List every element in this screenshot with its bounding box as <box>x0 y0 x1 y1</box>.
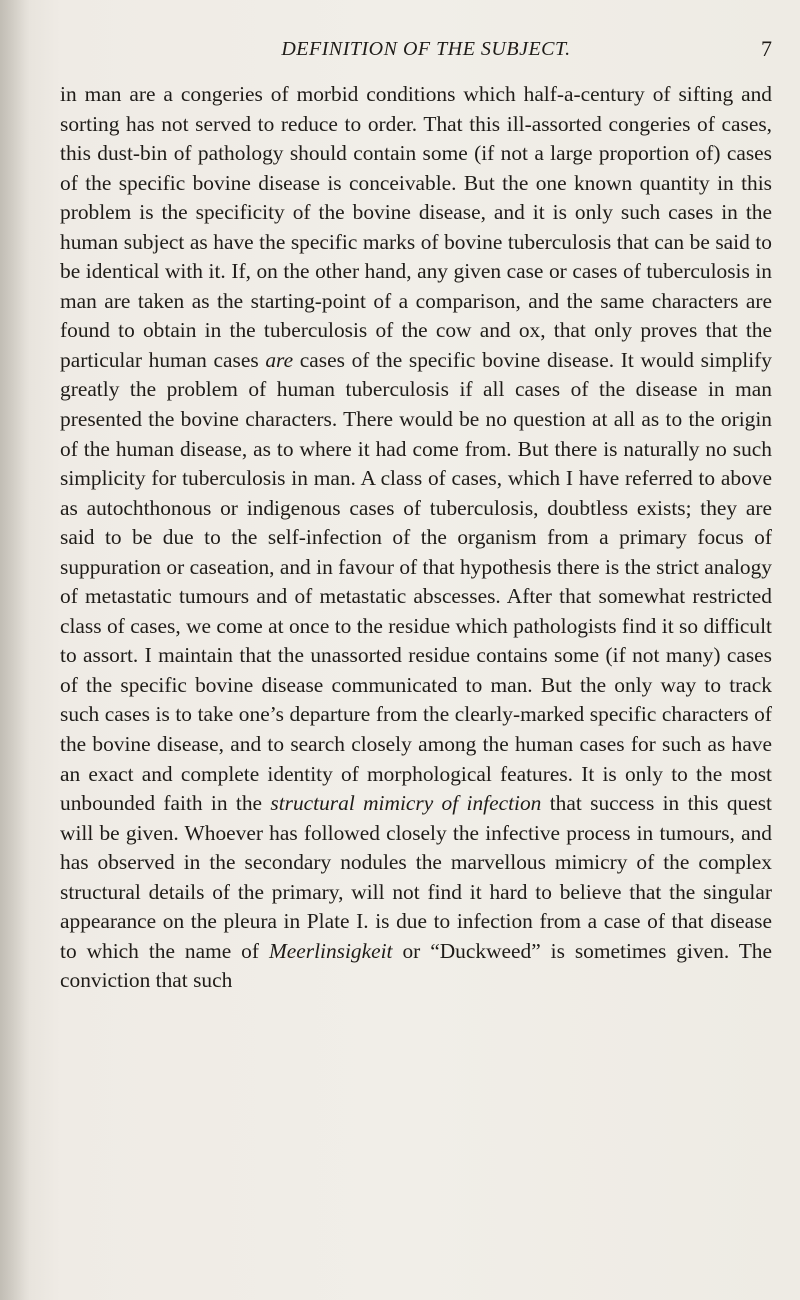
running-head: DEFINITION OF THE SUBJECT. <box>281 38 571 60</box>
emphasis-structural-mimicry: structural mimicry of infection <box>270 791 542 816</box>
page-header <box>60 38 772 68</box>
text-segment: that success in this quest will be given. Whoever has followed closely the infective process in tumours, and has observed in the secondary nodules the marvellous mimicry of the complex structural details of the primary, will not find it hard to believe that the singular appearance on the pleura in Plate I. is due to infection from a case of that disease to which the name of <box>60 791 772 963</box>
binding-shadow <box>0 0 30 1300</box>
text-segment: in man are a congeries of morbid conditions which half-a-century of sifting and sorting has not served to reduce to order. That this ill-assorted congeries of cases, this dust-bin of pathology should contain some (if not a large proportion of) cases of the specific bovine disease is conceivable. But the one known quantity in this problem is the specificity of the bovine disease, and it is only such cases in the human subject as have the specific marks of bovine tuberculosis that can be said to be identical with it. If, on the other hand, any given case or cases of tuberculosis in man are taken as the starting-point of a comparison, and the same characters are found to obtain in the tuberculosis of the cow and ox, that only proves that the particular human cases <box>60 82 772 372</box>
text-segment: or “Duckweed” is sometimes given. The conviction that such <box>60 938 772 993</box>
emphasis-are: are <box>265 347 294 372</box>
text-segment: cases of the specific bovine disease. It would simplify greatly the problem of human tuberculosis if all cases of the disease in man presented the bovine characters. There would be no question at all as to the origin of the human disease, as to where it had come from. But there is naturally no such simplicity for tuberculosis in man. A class of cases, which I have referred to above as autochthonous or indigenous cases of tuberculosis, doubtless exists; they are said to be due to the self-infection of the organism from a primary focus of suppuration or caseation, and in favour of that hypothesis there is the strict analogy of metastatic tumours and of metastatic abscesses. After that somewhat restricted class of cases, we come at once to the residue which pathologists find it so difficult to assort. I maintain that the unassorted residue contains some (if not many) cases of the specific bovine disease communicated to man. But the only way to track such cases is to take one’s departure from the clearly-marked specific characters of the bovine disease, and to search closely among the human cases for such as have an exact and complete identity of morphological features. It is only to the most unbounded faith in the <box>60 347 772 816</box>
body-paragraph <box>60 80 772 996</box>
page-number: 7 <box>761 36 772 61</box>
emphasis-meerlinsigkeit: Meerlinsigkeit <box>268 938 393 963</box>
